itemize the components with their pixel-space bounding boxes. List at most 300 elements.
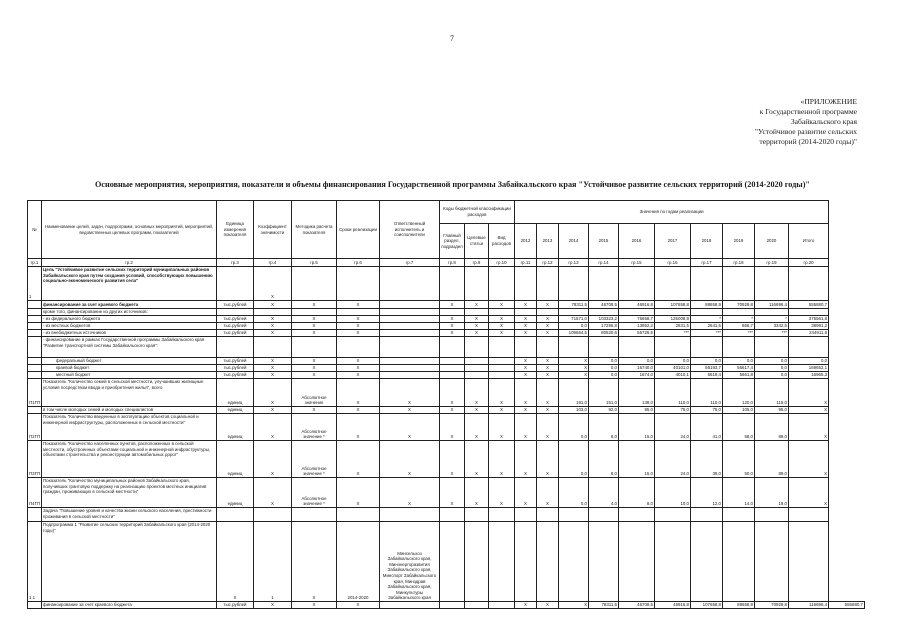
table-cell: X [254,372,292,379]
table-cell: X [380,478,440,508]
header-code-type: Вид расходов [489,224,515,259]
table-cell: X [559,372,589,379]
table-cell: X [537,323,559,330]
table-cell: X [292,316,337,323]
table-cell: X [254,441,292,478]
table-cell [465,602,489,609]
table-cell: 103323,2 [589,316,619,323]
table-cell: 24,0 [655,441,691,478]
table-cell [292,508,337,522]
table-cell: 80520,6 [589,330,619,337]
table-cell [380,323,440,330]
column-index: гр.18 [723,259,755,267]
table-cell [515,522,537,602]
table-cell: 125008,9 [655,316,691,323]
row-name-cell: - из федерального бюджета [42,316,217,323]
table-cell [789,337,829,358]
table-cell: 1 [254,522,292,602]
table-cell [691,337,723,358]
row-number-cell: П4ГП [28,478,42,508]
table-cell [440,309,465,316]
table-cell [380,337,440,358]
column-index: гр.10 [489,259,515,267]
table-cell: * [755,316,789,323]
table-cell: 70929,8 [755,602,789,609]
table-cell: X [254,301,292,309]
table-cell [380,602,440,609]
table-cell: 56193,7 [691,365,723,372]
table-cell: 15,0 [619,414,655,441]
table-cell: X [465,379,489,407]
table-cell [691,267,723,301]
table-cell [465,358,489,365]
table-row [28,365,865,372]
table-cell [440,337,465,358]
table-cell: 92,0 [589,407,619,414]
row-number-cell [28,337,42,358]
table-cell: X [465,316,489,323]
row-name-cell: Цель "Устойчивое развитие сельских территорий муниципальных районов Забайкальского края путем создания условий, способствующих повышению социально-экономического развития села" [42,267,217,301]
table-cell [559,522,589,602]
table-cell: X [337,365,380,372]
table-cell: 0,0 [755,372,789,379]
row-number-cell: П2ГП [28,414,42,441]
table-cell: X [292,358,337,365]
table-row [28,358,865,365]
table-cell: X [254,330,292,337]
table-cell: 109664,5 [559,330,589,337]
table-cell: 40101,0 [655,365,691,372]
table-cell [337,267,380,301]
table-cell [489,372,515,379]
table-cell: тыс.рублей [217,330,254,337]
table-cell: X [537,441,559,478]
column-index: гр.11 [515,259,537,267]
table-cell: 58,0 [723,414,755,441]
table-cell: X [440,478,465,508]
column-index: гр.13 [559,259,589,267]
table-cell: X [337,330,380,337]
table-cell [537,337,559,358]
table-row [28,441,865,478]
table-cell: 15,0 [619,441,655,478]
table-cell [465,372,489,379]
table-cell: 116696,4 [755,301,789,309]
table-cell: X [537,358,559,365]
table-cell [755,337,789,358]
header-name: Наименование целей, задач, подпрограмм, основных мероприятий, мероприятий, ведомственных целевых программ, показателей [42,201,217,259]
column-index: гр.2 [42,259,217,267]
table-cell [380,316,440,323]
table-cell: X [489,330,515,337]
table-cell: X [489,414,515,441]
table-cell [655,309,691,316]
table-cell: X [440,301,465,309]
row-number-cell [28,301,42,309]
table-row [28,301,865,309]
table-cell [254,337,292,358]
table-cell [589,267,619,301]
table-cell: X [292,365,337,372]
table-cell: 78311,5 [589,602,619,609]
table-cell: единиц [217,414,254,441]
table-cell [292,309,337,316]
table-cell [440,522,465,602]
table-cell: X [337,358,380,365]
table-cell [254,508,292,522]
table-cell: 46708,5 [619,602,655,609]
table-row [28,508,865,522]
table-cell: X [254,414,292,441]
table-cell [465,365,489,372]
table-cell [380,267,440,301]
table-cell: X [292,330,337,337]
column-index: гр.17 [691,259,723,267]
column-index: гр.19 [755,259,789,267]
table-cell [619,309,655,316]
table-cell [217,508,254,522]
table-cell: 4,0 [589,478,619,508]
row-number-cell [28,358,42,365]
table-cell [619,522,655,602]
table-cell: 110,0 [691,379,723,407]
table-cell: 0,0 [755,358,789,365]
row-name-cell: краевой бюджет [42,365,217,372]
row-number-cell [28,330,42,337]
table-cell [755,508,789,522]
table-cell [465,337,489,358]
table-cell [465,309,489,316]
table-cell: X [465,330,489,337]
table-cell: X [440,316,465,323]
table-cell: X [465,478,489,508]
table-cell [789,522,829,602]
table-cell [489,337,515,358]
table-cell [755,267,789,301]
table-cell: 103,0 [559,407,589,414]
header-executor: Ответственный исполнитель и соисполнители [380,201,440,259]
table-cell: 41,0 [691,414,723,441]
table-cell: 24,0 [655,414,691,441]
table-cell: единиц [217,441,254,478]
header-years: Значения по годам реализации [515,201,829,224]
table-cell: X [292,301,337,309]
column-index: гр.9 [465,259,489,267]
table-row [28,407,865,414]
table-cell: 78311,5 [559,301,589,309]
table-cell [465,267,489,301]
table-cell: X [337,379,380,407]
table-cell: X [489,379,515,407]
table-cell: X [380,379,440,407]
row-number-cell: П1ГП [28,379,42,407]
table-cell [254,309,292,316]
table-cell: X [489,323,515,330]
table-cell: X [337,407,380,414]
table-cell [559,309,589,316]
table-cell: X [515,478,537,508]
row-number-cell [28,508,42,522]
appendix-line-4: "Устойчивое развитие сельских [754,127,857,136]
row-number-cell [28,309,42,316]
table-cell: 0,0 [589,372,619,379]
table-cell: X [337,301,380,309]
table-cell: Абсолютное значение [292,379,337,407]
table-cell: 95,0 [619,407,655,414]
table-cell: X [440,407,465,414]
row-name-cell: финансирование за счет краевого бюджета [42,602,217,609]
table-cell: тыс.рублей [217,316,254,323]
table-cell [655,267,691,301]
table-cell [380,309,440,316]
table-cell: 50,0 [723,441,755,478]
table-cell: 71571,0 [559,316,589,323]
appendix-note [637,97,857,147]
table-cell: X [440,414,465,441]
table-cell: X [489,301,515,309]
table-cell [723,522,755,602]
table-cell: 88658,9 [691,301,723,309]
table-cell: 0,0 [559,478,589,508]
table-cell: Абсолютное значение * [292,478,337,508]
table-cell: тыс.рублей [217,358,254,365]
table-cell: 0,0 [755,365,789,372]
table-row [28,316,865,323]
table-cell [380,372,440,379]
table-cell: 76658,7 [619,316,655,323]
table-cell: 376561,8 [789,316,829,323]
table-cell: 10,0 [655,478,691,508]
table-cell: 4010,1 [655,372,691,379]
table-cell [691,522,723,602]
header-year: 2017 [655,224,691,259]
table-cell [515,309,537,316]
header-year: 2014 [559,224,589,259]
table-cell: 14,0 [723,478,755,508]
table-cell: 89,0 [755,414,789,441]
header-year: 2019 [723,224,755,259]
table-cell: X [292,407,337,414]
table-cell [723,337,755,358]
table-cell: 56617,4 [723,365,755,372]
row-name-cell: Подпрограмма 1 "Развитие сельских территорий Забайкальского края (2014-2020 годы)" [42,522,217,602]
table-row [28,323,865,330]
document-title: Основные мероприятия, мероприятия, показатели и объемы финансирования Государственной программы Забайкальского края "Устойчивое развитие сельских территорий (2014-2020 годы)" [95,180,810,189]
column-index: гр.15 [619,259,655,267]
table-cell: X [337,372,380,379]
table-cell: * [691,316,723,323]
header-period: Сроки реализации [337,201,380,259]
row-name-cell: финансирование за счет краевого бюджета [42,301,217,309]
row-number-cell [28,365,42,372]
table-row [28,330,865,337]
table-cell: 89,0 [755,441,789,478]
table-cell: 46916,8 [655,602,691,609]
table-cell: тыс.рублей [217,365,254,372]
row-number-cell [28,316,42,323]
column-index: гр.1 [28,259,42,267]
header-year: 2016 [619,224,655,259]
header-code-article: Целевые статьи [465,224,489,259]
table-cell: X [440,323,465,330]
table-cell: X [537,379,559,407]
table-cell [723,267,755,301]
header-year: 2020 [755,224,789,259]
table-cell: 3342,5 [755,323,789,330]
table-cell: Абсолютное значение * [292,441,337,478]
table-cell: X [337,414,380,441]
table-cell: X [559,365,589,372]
table-cell [619,337,655,358]
header-year: 2013 [537,224,559,259]
table-cell: Абсолютное значение * [292,414,337,441]
table-cell: X [789,407,829,414]
table-cell [380,301,440,309]
table-cell: 0,0 [559,323,589,330]
table-cell: 555880,7 [829,602,865,609]
table-cell: 75,0 [655,407,691,414]
table-cell: *** [691,330,723,337]
column-index: гр.6 [337,259,380,267]
table-cell [489,365,515,372]
table-cell: X [515,407,537,414]
table-cell: X [217,522,254,602]
table-cell: X [537,414,559,441]
table-cell: X [489,407,515,414]
table-cell: 151,0 [589,379,619,407]
header-method: Методика расчета показателя [292,201,337,259]
table-cell [789,309,829,316]
table-cell [489,267,515,301]
table-cell: 38991,2 [789,323,829,330]
column-index: гр.14 [589,259,619,267]
table-cell: X [254,478,292,508]
table-cell: 0,0 [589,365,619,372]
table-cell: 2641,5 [691,323,723,330]
table-cell: X [440,330,465,337]
table-cell: X [537,330,559,337]
table-cell: *** [723,330,755,337]
table-row [28,309,865,316]
table-cell [559,508,589,522]
table-cell [515,267,537,301]
table-cell: X [337,323,380,330]
column-index: гр.4 [254,259,292,267]
header-year: 2012 [515,224,537,259]
row-number-cell [28,323,42,330]
table-cell: 2831,5 [655,323,691,330]
table-cell: X [337,602,380,609]
table-cell: X [515,602,537,609]
table-cell: 555880,7 [789,301,829,309]
table-header [28,201,865,259]
table-cell: X [254,323,292,330]
table-cell [292,337,337,358]
table-cell [537,267,559,301]
table-cell: 115,0 [755,379,789,407]
table-cell: 107658,8 [655,301,691,309]
table-cell: 88658,9 [723,602,755,609]
row-name-cell: Показатель "Количество населенных пунктов, расположенных в сельской местности, обустроенных объектами социальной и инженерной инфраструктуры, объектами строительства и реконструкции автомобильных дорог" [42,441,217,478]
table-cell: X [465,414,489,441]
page-number: 7 [450,34,454,43]
table-cell: 16740,0 [619,365,655,372]
table-cell: X [489,478,515,508]
row-name-cell: - из местных бюджетов [42,323,217,330]
table-cell: X [465,407,489,414]
table-cell [691,508,723,522]
table-row [28,522,865,602]
table-cell: X [440,441,465,478]
appendix-line-1: «ПРИЛОЖЕНИЕ [800,97,857,106]
table-cell: 16965,3 [789,372,829,379]
table-cell [380,330,440,337]
column-index: гр.20 [789,259,829,267]
table-cell: 169652,1 [789,365,829,372]
table-cell [589,508,619,522]
table-cell: X [489,441,515,478]
row-name-cell: в том числе молодых семей и молодых специалистов [42,407,217,414]
table-cell: X [337,441,380,478]
table-cell: 8,0 [589,441,619,478]
table-cell: тыс.рублей [217,602,254,609]
table-cell: X [465,323,489,330]
table-cell [489,358,515,365]
table-cell: 116696,4 [789,602,829,609]
table-cell: X [559,602,589,609]
table-cell [337,508,380,522]
table-cell [655,522,691,602]
table-cell: X [380,407,440,414]
table-cell [619,267,655,301]
table-cell [723,508,755,522]
table-row [28,337,865,358]
table-cell: X [537,365,559,372]
table-cell: 0,0 [559,414,589,441]
table-cell: Минсельхоз Забайкальского края, Минэнергоразвития Забайкальского края, Минспорт Забайкальского края, Минздрав Забайкальского края, Минкультуры Забайкальского края [380,522,440,602]
table-cell [440,358,465,365]
header-budget-codes: Коды бюджетной классификации расходов [440,201,515,224]
header-unit: Единица измерения показателя [217,201,254,259]
table-cell [217,337,254,358]
table-cell: X [254,365,292,372]
column-index: гр.12 [537,259,559,267]
table-cell: *** [755,330,789,337]
column-index: гр.8 [440,259,465,267]
table-cell: 12,0 [691,478,723,508]
table-cell [515,508,537,522]
table-cell [292,267,337,301]
row-name-cell: федеральный бюджет [42,358,217,365]
table-cell [440,365,465,372]
table-cell: 46916,8 [619,301,655,309]
table-cell [559,337,589,358]
row-name-cell: Показатель "Количество муниципальных районов Забайкальского края, получивших грантовую поддержку на реализацию проектов местных инициатив граждан, проживающих в сельской местности" [42,478,217,508]
table-cell: X [537,301,559,309]
table-cell: 0,0 [589,358,619,365]
table-cell [440,267,465,301]
row-name-cell: - финансирование в рамках Государственной программы Забайкальского края "Развитие транспортной системы Забайкальского края": [42,337,217,358]
table-cell: тыс.рублей [217,323,254,330]
table-cell: 8,0 [619,478,655,508]
table-cell: X [537,372,559,379]
table-cell [537,508,559,522]
table-cell: X [254,379,292,407]
table-cell: * [723,316,755,323]
table-cell: 5619,4 [691,372,723,379]
table-cell: X [515,372,537,379]
table-cell [755,309,789,316]
